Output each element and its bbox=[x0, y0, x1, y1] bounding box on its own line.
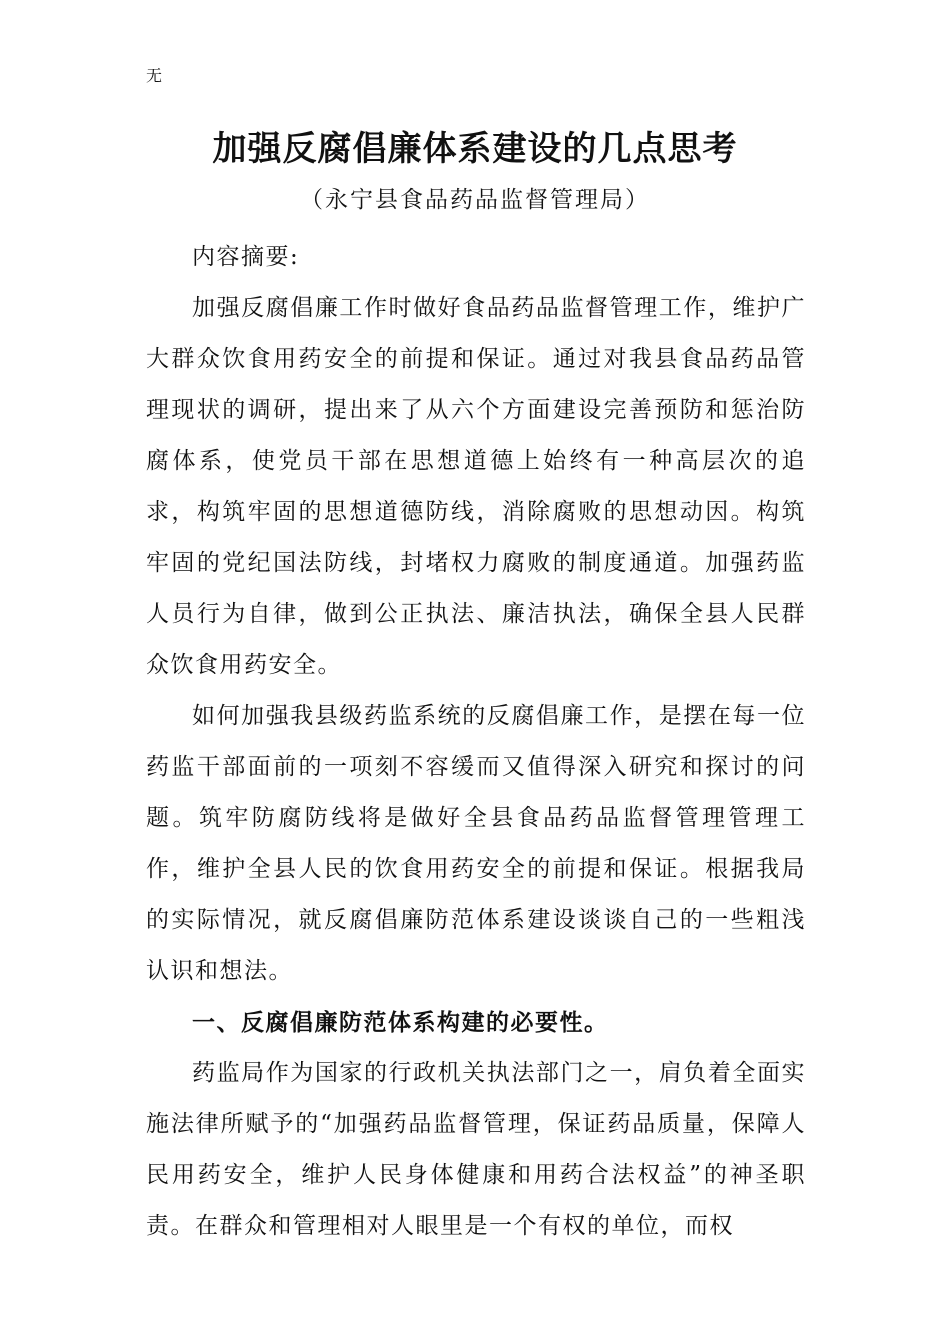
header-mark: 无 bbox=[146, 66, 163, 85]
abstract-label: 内容摘要: bbox=[192, 244, 300, 270]
section-paragraph: 药监局作为国家的行政机关执法部门之一，肩负着全面实施法律所赋予的“加强药品监督管理，保证药品质量，保障人民用药安全，维护人民身体健康和用药合法权益”的神圣职责。在群众和管理相对人眼里是一个有权的单位，而权 bbox=[146, 1060, 806, 1239]
abstract-paragraph: 加强反腐倡廉工作时做好食品药品监督管理工作，维护广大群众饮食用药安全的前提和保证。通过对我县食品药品管理现状的调研，提出来了从六个方面建设完善预防和惩治防腐体系，使党员干部在思想道德上始终有一种高层次的追求，构筑牢固的思想道德防线，消除腐败的思想动因。构筑牢固的党纪国法防线，封堵权力腐败的制度通道。加强药监人员行为自律，做到公正执法、廉洁执法，确保全县人民群众饮食用药安全。 bbox=[146, 295, 806, 678]
section-heading: 一、反腐倡廉防范体系构建的必要性。 bbox=[192, 1009, 609, 1036]
document-title: 加强反腐倡廉体系建设的几点思考 bbox=[212, 129, 738, 169]
document-subtitle: （永宁县食品药品监督管理局） bbox=[300, 187, 650, 213]
intro-paragraph: 如何加强我县级药监系统的反腐倡廉工作，是摆在每一位药监干部面前的一项刻不容缓而又值得深入研究和探讨的问题。筑牢防腐防线将是做好全县食品药品监督管理管理工作，维护全县人民的饮食用药安全的前提和保证。根据我局的实际情况，就反腐倡廉防范体系建设谈谈自己的一些粗浅认识和想法。 bbox=[146, 703, 806, 984]
document-body bbox=[146, 232, 806, 1252]
